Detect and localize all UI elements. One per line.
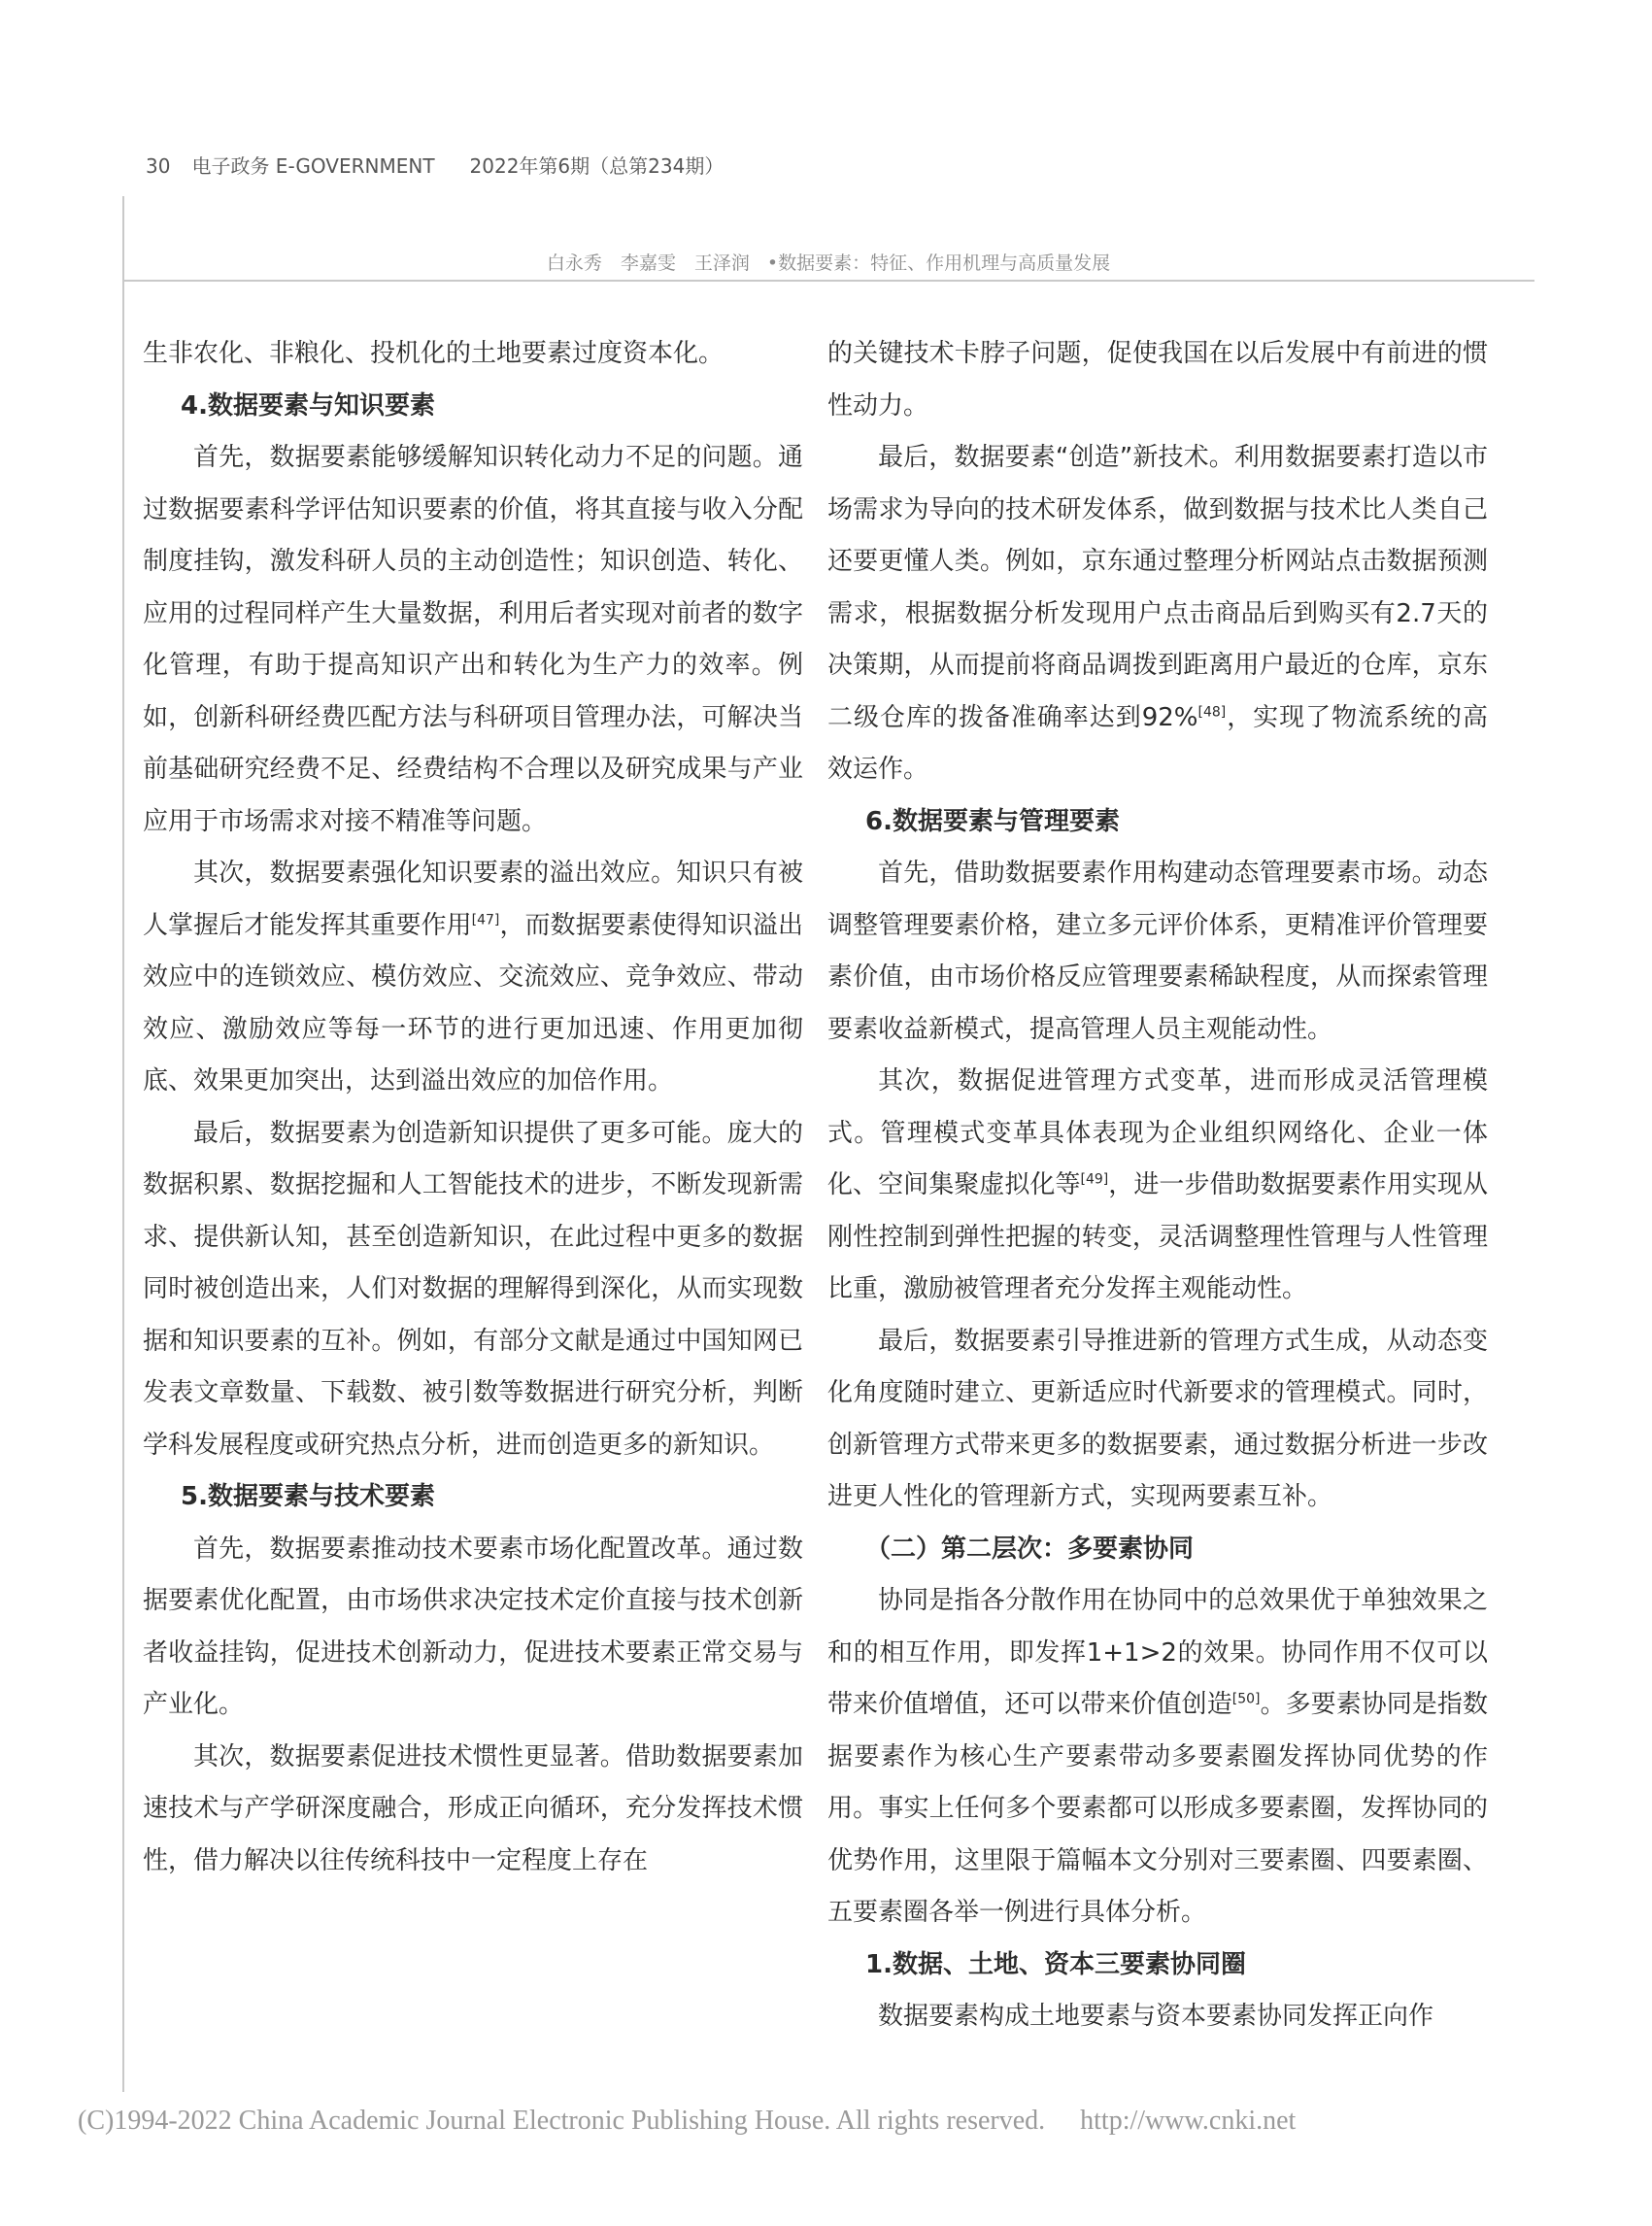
section-heading: （二）第二层次：多要素协同 bbox=[865, 1534, 1195, 1564]
left-column bbox=[143, 328, 803, 1887]
paragraph: 最后，数据要素为创造新知识提供了更多可能。庞大的数据积累、数据挖掘和人工智能技术的进步，不断发现新需求、提供新认知，甚至创造新知识，在此过程中更多的数据同时被创造出来，人们对数据的理解得到深化，从而实现数据和知识要素的互补。例如，有部分文献是通过中国知网已发表文章数量、下载数、被引数等数据进行研究分析，判断学科发展程度或研究热点分析，进而创造更多的新知识。 bbox=[143, 1118, 803, 1460]
paragraph: 其次，数据要素强化知识要素的溢出效应。知识只有被人掌握后才能发挥其重要作用[47]，而数据要素使得知识溢出效应中的连锁效应、模仿效应、交流效应、竞争效应、带动效应、激励效应等每一环节的进行更加迅速、作用更加彻底、效果更加突出，达到溢出效应的加倍作用。 bbox=[143, 859, 803, 1096]
citation-ref: [50] bbox=[1231, 1691, 1261, 1707]
paragraph: 协同是指各分散作用在协同中的总效果优于单独效果之和的相互作用，即发挥1+1>2的效果。协同作用不仅可以带来价值增值，还可以带来价值创造[50]。多要素协同是指数据要素作为核心生产要素带动多要素圈发挥协同优势的作用。事实上任何多个要素都可以形成多要素圈，发挥协同的优势作用，这里限于篇幅本文分别对三要素圈、四要素圈、五要素圈各举一例进行具体分析。 bbox=[827, 1586, 1488, 1927]
citation-ref: [49] bbox=[1080, 1171, 1109, 1188]
vertical-rule bbox=[122, 196, 124, 2092]
paragraph: 最后，数据要素引导推进新的管理方式生成，从动态变化角度随时建立、更新适应时代新要求的管理模式。同时，创新管理方式带来更多的数据要素，通过数据分析进一步改进更人性化的管理新方式，实现两要素互补。 bbox=[827, 1326, 1488, 1511]
section-heading: 4.数据要素与知识要素 bbox=[181, 390, 435, 421]
running-head bbox=[122, 249, 1534, 275]
page-number: 30 bbox=[146, 154, 171, 178]
header-rule bbox=[122, 280, 1534, 282]
paragraph: 首先，数据要素能够缓解知识转化动力不足的问题。通过数据要素科学评估知识要素的价值，将其直接与收入分配制度挂钩，激发科研人员的主动创造性；知识创造、转化、应用的过程同样产生大量数据，利用后者实现对前者的数字化管理，有助于提高知识产出和转化为生产力的效率。例如，创新科研经费匹配方法与科研项目管理办法，可解决当前基础研究经费不足、经费结构不合理以及研究成果与产业应用于市场需求对接不精准等问题。 bbox=[143, 443, 803, 836]
paragraph: 生非农化、非粮化、投机化的土地要素过度资本化。 bbox=[143, 339, 725, 368]
paragraph: 首先，数据要素推动技术要素市场化配置改革。通过数据要素优化配置，由市场供求决定技术定价直接与技术创新者收益挂钩，促进技术创新动力，促进技术要素正常交易与产业化。 bbox=[143, 1534, 803, 1719]
paragraph: 其次，数据要素促进技术惯性更显著。借助数据要素加速技术与产学研深度融合，形成正向循环，充分发挥技术惯性，借力解决以往传统科技中一定程度上存在 bbox=[143, 1741, 803, 1875]
copyright-footer bbox=[78, 2106, 1593, 2137]
journal-name: 电子政务 E-GOVERNMENT bbox=[191, 154, 435, 178]
cnki-link[interactable]: http://www.cnki.net bbox=[1080, 2106, 1297, 2136]
issue-info: 2022年第6期（总第234期） bbox=[469, 154, 725, 178]
section-heading: 1.数据、土地、资本三要素协同圈 bbox=[865, 1949, 1246, 1979]
paragraph: 最后，数据要素“创造”新技术。利用数据要素打造以市场需求为导向的技术研发体系，做到数据与技术比人类自己还要更懂人类。例如，京东通过整理分析网站点击数据预测需求，根据数据分析发现用户点击商品后到购买有2.7天的决策期，从而提前将商品调拨到距离用户最近的仓库，京东二级仓库的拨备准确率达到92%[48]，实现了物流系统的高效运作。 bbox=[827, 443, 1488, 784]
paragraph: 数据要素构成土地要素与资本要素协同发挥正向作 bbox=[878, 2002, 1434, 2031]
journal-header bbox=[146, 151, 724, 179]
section-heading: 6.数据要素与管理要素 bbox=[865, 806, 1120, 836]
section-heading: 5.数据要素与技术要素 bbox=[181, 1482, 435, 1511]
running-title-dot: • bbox=[766, 253, 779, 274]
running-authors: 白永秀 李嘉雯 王泽润 bbox=[546, 253, 750, 274]
paragraph: 首先，借助数据要素作用构建动态管理要素市场。动态调整管理要素价格，建立多元评价体系，更精准评价管理要素价值，由市场价格反应管理要素稀缺程度，从而探索管理要素收益新模式，提高管理人员主观能动性。 bbox=[827, 859, 1488, 1044]
paragraph: 其次，数据促进管理方式变革，进而形成灵活管理模式。管理模式变革具体表现为企业组织网络化、企业一体化、空间集聚虚拟化等[49]，进一步借助数据要素作用实现从刚性控制到弹性把握的转变，灵活调整理性管理与人性管理比重，激励被管理者充分发挥主观能动性。 bbox=[827, 1066, 1488, 1303]
right-column bbox=[827, 328, 1488, 2043]
citation-ref: [48] bbox=[1197, 703, 1227, 720]
running-article-title: 数据要素：特征、作用机理与高质量发展 bbox=[778, 253, 1111, 274]
citation-ref: [47] bbox=[471, 911, 500, 928]
paragraph: 的关键技术卡脖子问题，促使我国在以后发展中有前进的惯性动力。 bbox=[827, 339, 1488, 421]
copyright-text: (C)1994-2022 China Academic Journal Electronic Publishing House. All rights reserved. bbox=[78, 2106, 1046, 2136]
